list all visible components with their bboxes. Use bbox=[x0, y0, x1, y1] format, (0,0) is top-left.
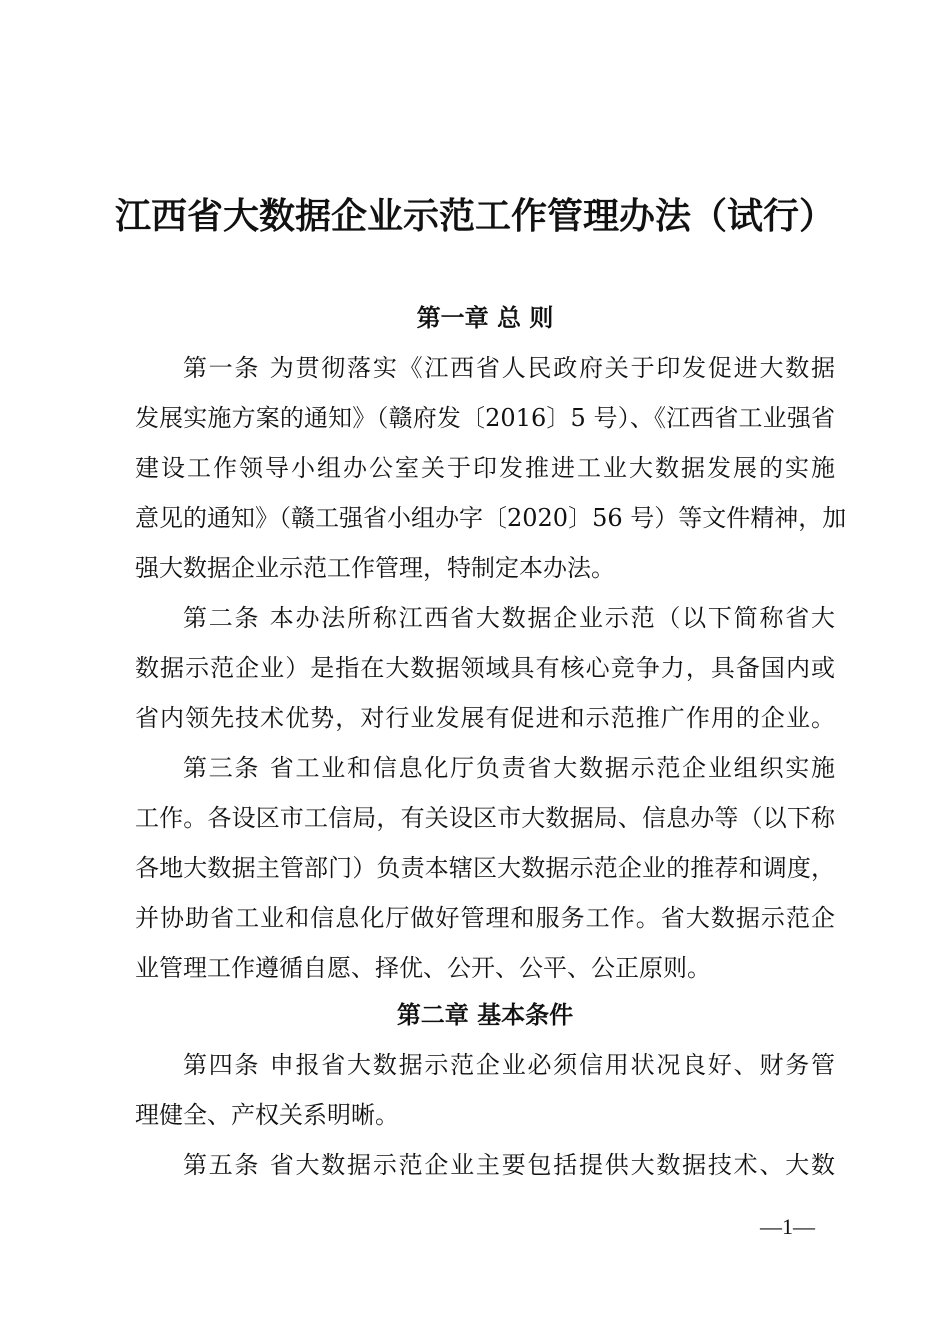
article-1-line: 意见的通知》（赣工强省小组办字〔2020〕56 号）等文件精神，加 bbox=[135, 504, 847, 532]
article-2-line: 数据示范企业）是指在大数据领域具有核心竞争力，具备国内或 bbox=[135, 654, 835, 682]
article-3-line: 业管理工作遵循自愿、择优、公开、公平、公正原则。 bbox=[135, 954, 711, 982]
article-3-line: 第三条 省工业和信息化厅负责省大数据示范企业组织实施 bbox=[183, 754, 835, 782]
article-3-line: 各地大数据主管部门）负责本辖区大数据示范企业的推荐和调度， bbox=[135, 854, 835, 882]
article-2-line: 省内领先技术优势，对行业发展有促进和示范推广作用的企业。 bbox=[135, 704, 835, 732]
page-number: —1— bbox=[760, 1214, 815, 1239]
article-2-line: 第二条 本办法所称江西省大数据企业示范（以下简称省大 bbox=[183, 604, 835, 632]
chapter-2-heading: 第二章 基本条件 bbox=[396, 1001, 574, 1029]
chapter-1-heading: 第一章 总 则 bbox=[416, 304, 554, 332]
article-1-line: 发展实施方案的通知》（赣府发〔2016〕5 号）、《江西省工业强省 bbox=[135, 404, 835, 432]
article-4-line: 理健全、产权关系明晰。 bbox=[135, 1101, 399, 1129]
article-3-line: 并协助省工业和信息化厅做好管理和服务工作。省大数据示范企 bbox=[135, 904, 835, 932]
document-title: 江西省大数据企业示范工作管理办法（试行） bbox=[114, 195, 835, 237]
article-1-line: 强大数据企业示范工作管理，特制定本办法。 bbox=[135, 554, 615, 582]
article-1-line: 第一条 为贯彻落实《江西省人民政府关于印发促进大数据 bbox=[183, 354, 835, 382]
article-5-line: 第五条 省大数据示范企业主要包括提供大数据技术、大数 bbox=[183, 1151, 835, 1179]
article-4-line: 第四条 申报省大数据示范企业必须信用状况良好、财务管 bbox=[183, 1051, 835, 1079]
article-3-line: 工作。各设区市工信局，有关设区市大数据局、信息办等（以下称 bbox=[135, 804, 835, 832]
article-1-line: 建设工作领导小组办公室关于印发推进工业大数据发展的实施 bbox=[135, 454, 835, 482]
